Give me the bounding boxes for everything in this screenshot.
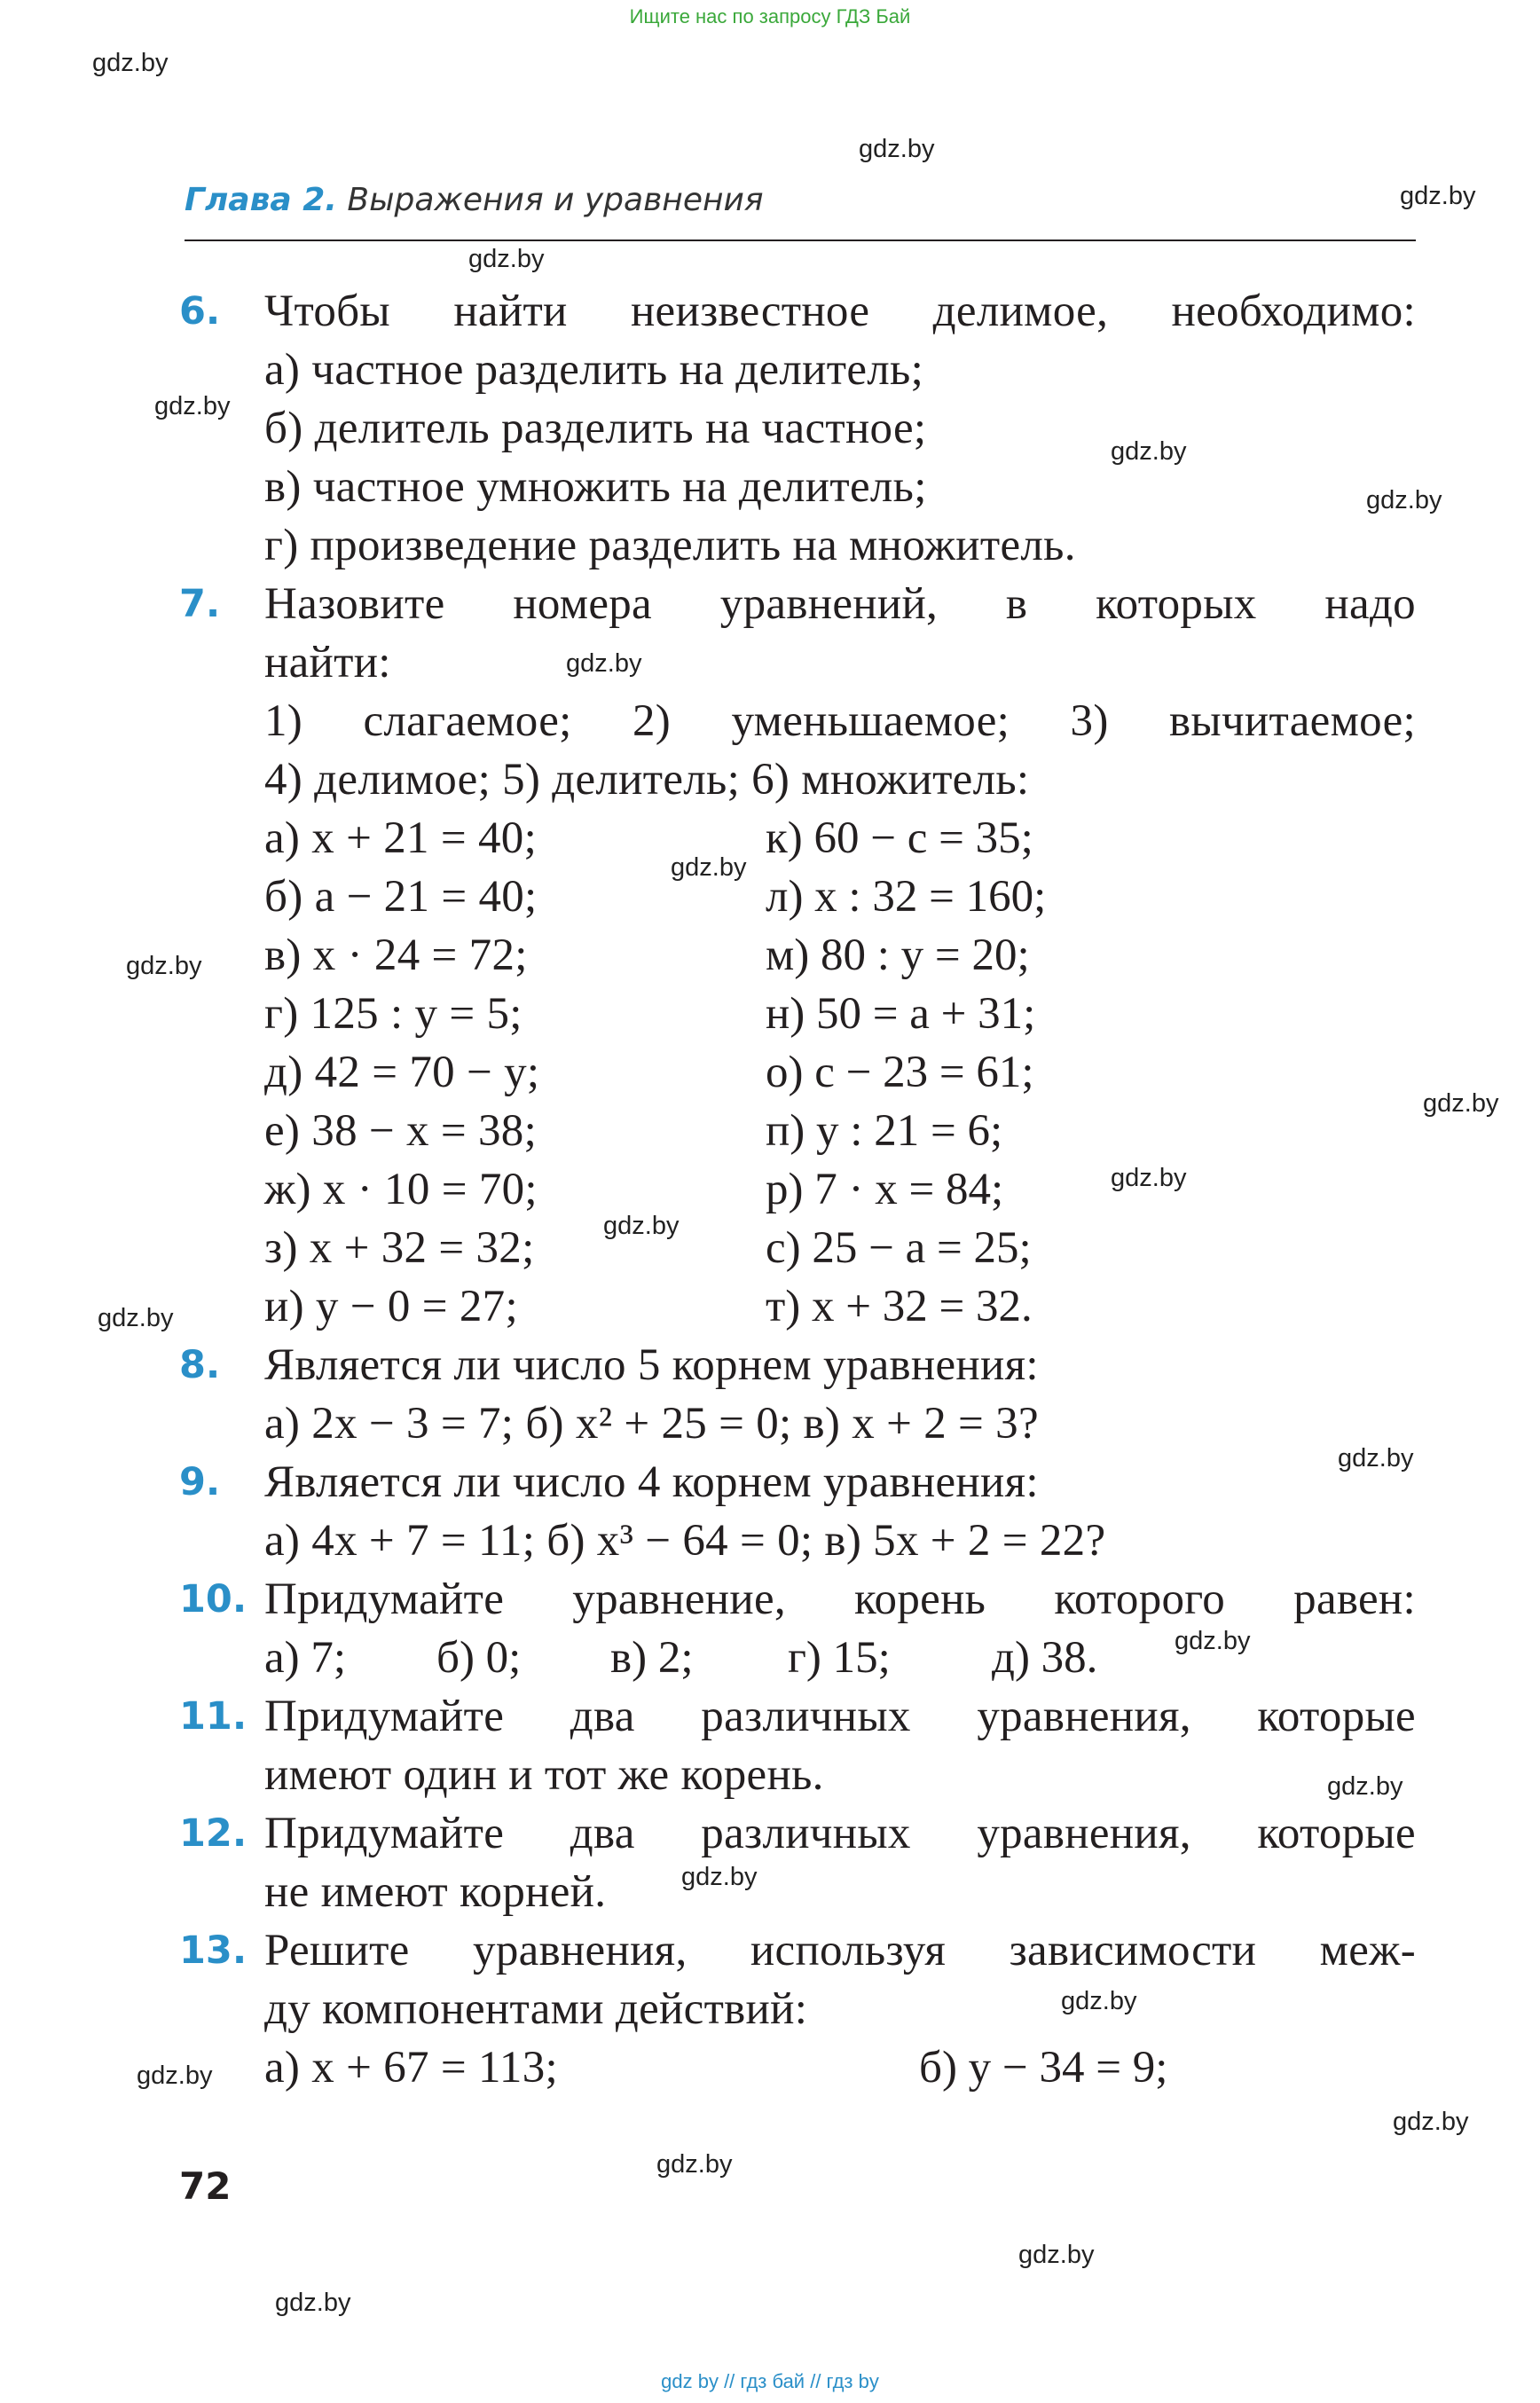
watermark: gdz.by bbox=[154, 392, 231, 420]
question-number-7: 7. bbox=[179, 582, 221, 626]
watermark: gdz.by bbox=[603, 1212, 680, 1240]
equation-item: л) x : 32 = 160; bbox=[766, 872, 1047, 922]
equation-item: з) x + 32 = 32; bbox=[264, 1223, 535, 1273]
question-7-stem-line2: найти: bbox=[264, 638, 391, 687]
watermark: gdz.by bbox=[1393, 2108, 1469, 2136]
question-number-12: 12. bbox=[179, 1811, 248, 1856]
watermark: gdz.by bbox=[859, 135, 935, 163]
question-number-8: 8. bbox=[179, 1343, 221, 1387]
equation-item: б) a − 21 = 40; bbox=[264, 872, 538, 922]
equation-item: н) 50 = a + 31; bbox=[766, 989, 1036, 1039]
question-number-10: 10. bbox=[179, 1577, 248, 1622]
equation-item: п) y : 21 = 6; bbox=[766, 1106, 1003, 1156]
question-10-option: г) 15; bbox=[788, 1633, 891, 1683]
question-6-option-d: г) произведение разделить на множитель. bbox=[264, 521, 1076, 570]
equation-item: г) 125 : y = 5; bbox=[264, 989, 522, 1039]
page-number: 72 bbox=[179, 2164, 232, 2208]
watermark: gdz.by bbox=[681, 1863, 758, 1891]
chapter-title: Выражения и уравнения bbox=[347, 182, 764, 218]
watermark: gdz.by bbox=[468, 245, 545, 273]
question-13-line2: ду компонентами действий: bbox=[264, 1984, 808, 2034]
equation-item: е) 38 − x = 38; bbox=[264, 1106, 538, 1156]
watermark: gdz.by bbox=[92, 49, 169, 77]
equation-item: и) y − 0 = 27; bbox=[264, 1282, 518, 1331]
chapter-header bbox=[185, 182, 764, 218]
equation-item: в) x · 24 = 72; bbox=[264, 931, 528, 980]
equation-item: р) 7 · x = 84; bbox=[766, 1165, 1004, 1214]
question-8-stem: Является ли число 5 корнем уравнения: bbox=[264, 1340, 1039, 1390]
question-6-stem: Чтобы найти неизвестное делимое, необходимо: bbox=[264, 287, 1416, 336]
question-number-6: 6. bbox=[179, 289, 221, 334]
question-10-stem: Придумайте уравнение, корень которого равен: bbox=[264, 1575, 1416, 1624]
equation-item: с) 25 − a = 25; bbox=[766, 1223, 1032, 1273]
question-6-option-c: в) частное умножить на делитель; bbox=[264, 462, 927, 512]
watermark: gdz.by bbox=[656, 2150, 733, 2179]
question-9-stem: Является ли число 4 корнем уравнения: bbox=[264, 1457, 1039, 1507]
chapter-label: Глава 2. bbox=[185, 182, 337, 218]
question-10-option: д) 38. bbox=[992, 1633, 1098, 1683]
equation-item: м) 80 : y = 20; bbox=[766, 931, 1030, 980]
watermark: gdz.by bbox=[275, 2289, 351, 2317]
question-10-option: в) 2; bbox=[610, 1633, 694, 1683]
equation-item: о) c − 23 = 61; bbox=[766, 1048, 1034, 1097]
question-9-options: а) 4x + 7 = 11; б) x³ − 64 = 0; в) 5x + 2 = 22? bbox=[264, 1516, 1106, 1566]
equation-item: ж) x · 10 = 70; bbox=[264, 1165, 538, 1214]
watermark: gdz.by bbox=[1111, 437, 1187, 466]
question-11-line2: имеют один и тот же корень. bbox=[264, 1750, 824, 1800]
watermark: gdz.by bbox=[566, 649, 642, 678]
question-13-part-a: а) x + 67 = 113; bbox=[264, 2043, 558, 2093]
question-12-line2: не имеют корней. bbox=[264, 1867, 607, 1917]
question-6-option-a: а) частное разделить на делитель; bbox=[264, 345, 924, 395]
watermark: gdz.by bbox=[1338, 1444, 1414, 1472]
question-6-option-b: б) делитель разделить на частное; bbox=[264, 404, 927, 453]
watermark: gdz.by bbox=[1423, 1089, 1499, 1118]
question-7-parts-line1: 1) слагаемое; 2) уменьшаемое; 3) вычитаемое; bbox=[264, 696, 1416, 746]
question-13-line1: Решите уравнения, используя зависимости меж- bbox=[264, 1926, 1416, 1975]
watermark: gdz.by bbox=[1366, 486, 1442, 514]
question-12-line1: Придумайте два различных уравнения, которые bbox=[264, 1809, 1416, 1858]
watermark: gdz.by bbox=[1327, 1772, 1403, 1801]
question-number-9: 9. bbox=[179, 1460, 221, 1504]
question-7-stem-line1: Назовите номера уравнений, в которых надо bbox=[264, 579, 1416, 629]
question-11-line1: Придумайте два различных уравнения, которые bbox=[264, 1692, 1416, 1741]
question-8-options: а) 2x − 3 = 7; б) x² + 25 = 0; в) x + 2 = 3? bbox=[264, 1399, 1039, 1449]
footer-links: gdz by // гдз бай // гдз by bbox=[661, 2370, 879, 2392]
watermark: gdz.by bbox=[126, 952, 202, 980]
question-7-parts-line2: 4) делимое; 5) делитель; 6) множитель: bbox=[264, 755, 1030, 805]
watermark: gdz.by bbox=[1018, 2241, 1095, 2269]
watermark: gdz.by bbox=[1175, 1627, 1251, 1655]
equation-item: т) x + 32 = 32. bbox=[766, 1282, 1033, 1331]
watermark: gdz.by bbox=[1400, 182, 1476, 210]
watermark: gdz.by bbox=[1111, 1164, 1187, 1192]
watermark: gdz.by bbox=[671, 853, 747, 882]
watermark: gdz.by bbox=[137, 2061, 213, 2090]
watermark: gdz.by bbox=[1061, 1987, 1137, 2015]
question-13-part-b: б) y − 34 = 9; bbox=[919, 2043, 1168, 2093]
top-banner: Ищите нас по запросу ГДЗ Бай bbox=[629, 5, 911, 27]
equation-item: а) x + 21 = 40; bbox=[264, 813, 538, 863]
equation-item: к) 60 − c = 35; bbox=[766, 813, 1033, 863]
equation-item: д) 42 = 70 − y; bbox=[264, 1048, 540, 1097]
question-10-option: б) 0; bbox=[436, 1633, 522, 1683]
watermark: gdz.by bbox=[98, 1304, 174, 1332]
question-number-13: 13. bbox=[179, 1928, 248, 1973]
header-rule bbox=[185, 240, 1416, 241]
question-10-option: а) 7; bbox=[264, 1633, 347, 1683]
question-number-11: 11. bbox=[179, 1694, 248, 1739]
